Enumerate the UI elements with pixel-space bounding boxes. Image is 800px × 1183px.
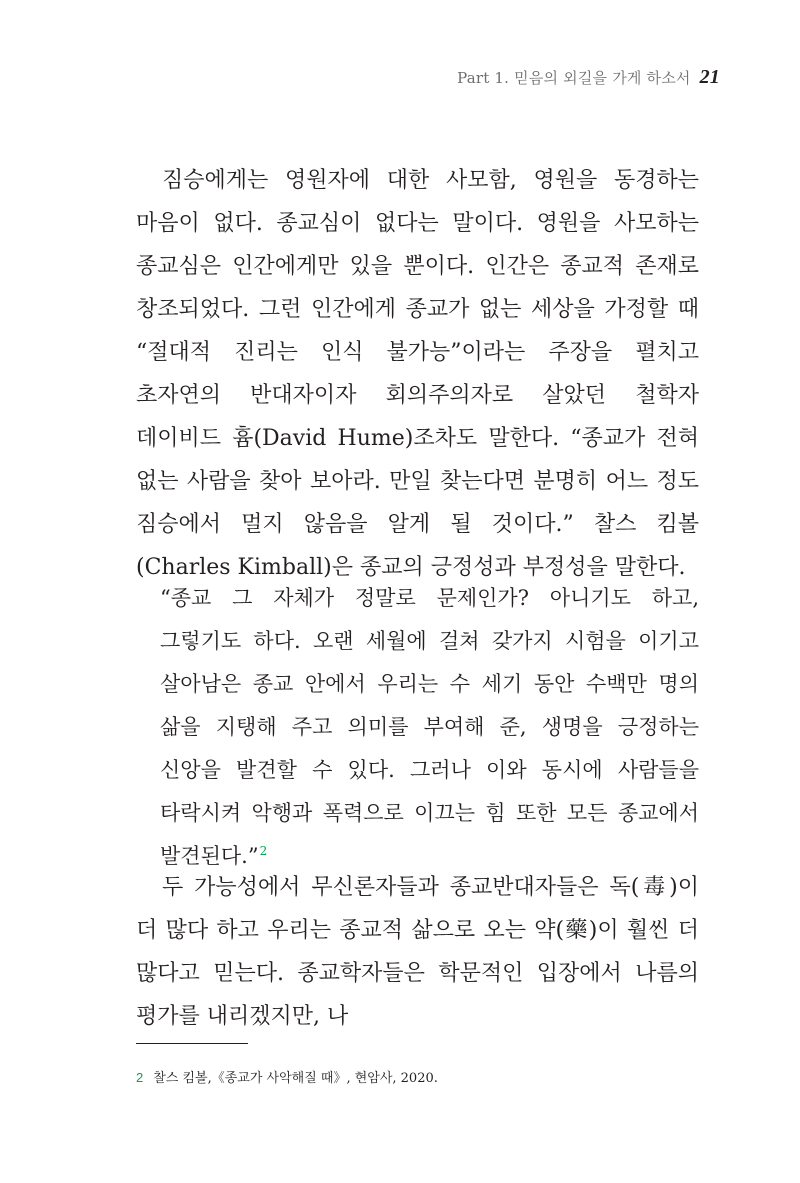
footnote-text: 찰스 킴볼,《종교가 사악해질 때》, 현암사, 2020.	[153, 1071, 438, 1086]
footnote-number: 2	[136, 1070, 144, 1085]
block-quote-text: “종교 그 자체가 정말로 문제인가? 아니기도 하고, 그렇기도 하다. 오랜 세월에 걸쳐 갖가지 시험을 이기고 살아남은 종교 안에서 우리는 수 세기 동안 수백만 명의 삶을 지탱해 주고 의미를 부여해 준, 생명을 긍정하는 신앙을 발견할 수 있다. 그러나 이와 동시에 사람들을 타락시켜 악행과 폭력으로 이끄는 힘 또한 모든 종교에서 발견된다.”	[160, 586, 699, 868]
body-paragraph-1: 짐승에게는 영원자에 대한 사모함, 영원을 동경하는 마음이 없다. 종교심이 없다는 말이다. 영원을 사모하는 종교심은 인간에게만 있을 뿐이다. 인간은 종교적 존재로 창조되었다. 그런 인간에게 종교가 없는 세상을 가정할 때 “절대적 진리는 인식 불가능”이라는 주장을 펼치고 초자연의 반대자이자 회의주의자로 살았던 철학자 데이비드 흄(David Hume)조차도 말한다. “종교가 전혀 없는 사람을 찾아 보아라. 만일 찾는다면 분명히 어느 정도 짐승에서 멀지 않음을 알게 될 것이다.” 찰스 킴볼(Charles Kimball)은 종교의 긍정성과 부정성을 말한다.	[136, 168, 699, 580]
running-header	[457, 66, 720, 89]
footnote-reference[interactable]: 2	[259, 844, 268, 858]
block-quote	[160, 577, 699, 878]
page-number: 21	[699, 66, 720, 88]
body-paragraph-2: 두 가능성에서 무신론자들과 종교반대자들은 독(毒)이 더 많다 하고 우리는 종교적 삶으로 오는 약(藥)이 훨씬 더 많다고 믿는다. 종교학자들은 학문적인 입장에서 나름의 평가를 내리겠지만, 나	[136, 875, 699, 1029]
footnote	[136, 1067, 438, 1086]
running-title: Part 1. 믿음의 외길을 가게 하소서	[457, 69, 691, 87]
footnote-divider	[136, 1043, 248, 1044]
